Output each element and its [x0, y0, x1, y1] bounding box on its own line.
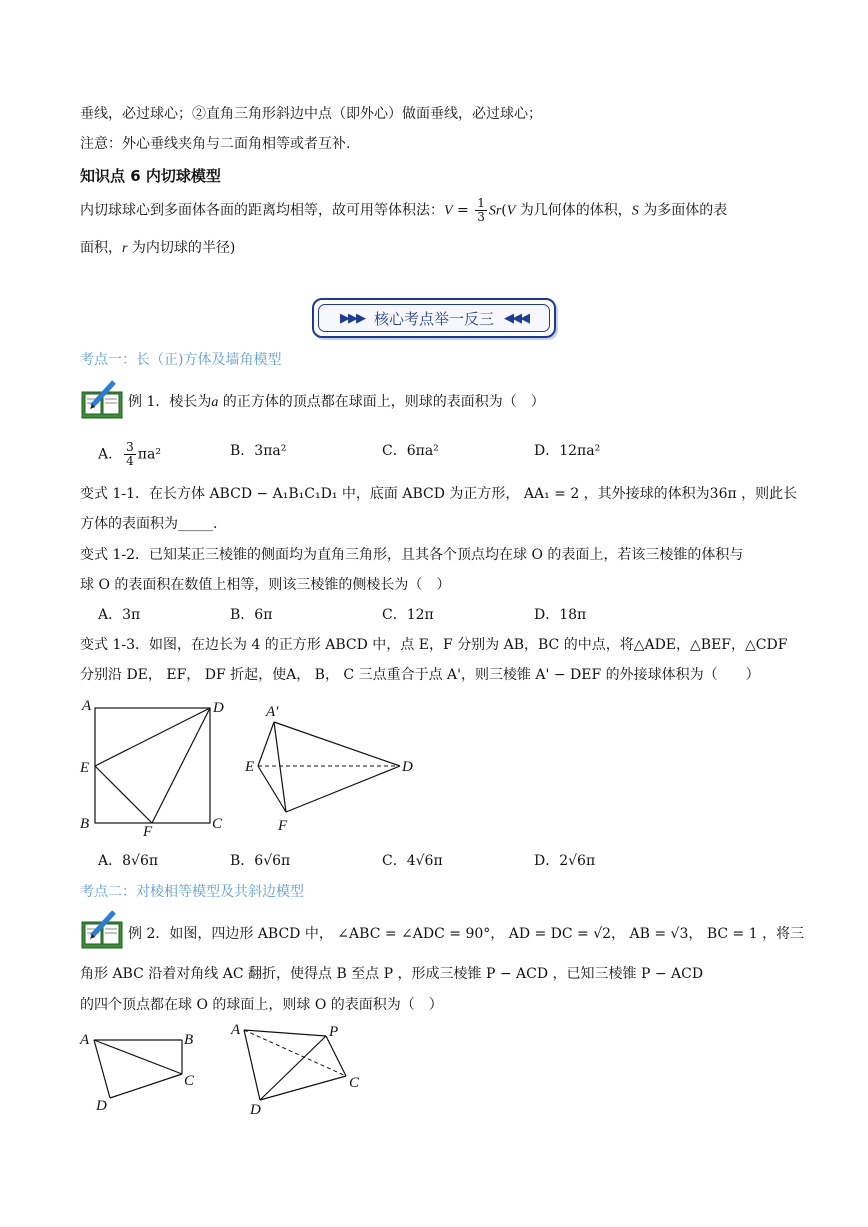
label-B: B	[184, 1032, 194, 1048]
option-label: A．	[98, 446, 123, 463]
math-var: r	[122, 241, 128, 256]
option-d: D．12πa²	[534, 443, 601, 459]
figure-tetrahedron	[230, 1020, 380, 1120]
fraction-numerator: 1	[477, 196, 485, 210]
label-D: D	[250, 1102, 261, 1118]
figure-pyramid	[244, 700, 424, 836]
label-A: A	[231, 1022, 241, 1038]
question-line: 的四个顶点都在球 O 的球面上，则球 O 的表面积为（ ）	[80, 997, 443, 1013]
question-line: 角形 ABC 沿着对角线 AC 翻折，使得点 B 至点 P ，形成三棱锥 P − ACD ，已知三棱锥 P − ACD	[80, 966, 704, 982]
question-line: 方体的表面积为_____.	[80, 516, 218, 532]
text-line	[80, 238, 235, 259]
fraction-numerator: 3	[126, 440, 134, 454]
fraction	[475, 197, 487, 224]
label-B: B	[80, 816, 90, 832]
kaodian-heading: 考点一：长（正)方体及墙角模型	[80, 352, 282, 368]
figure-square	[76, 696, 236, 842]
math-var: Sr	[488, 203, 502, 219]
edge-AD	[244, 1030, 260, 1100]
text-span: 面积，	[80, 240, 122, 256]
question-line: 变式 1-2．已知某正三棱锥的侧面均为直角三角形，且其各个顶点均在球 O 的表面上，若该三棱锥的体积与	[80, 547, 744, 563]
option-c: C．12π	[382, 607, 434, 623]
label-F: F	[278, 818, 288, 834]
section-banner	[312, 298, 556, 338]
fraction	[124, 441, 136, 468]
right-arrows-icon: ◀◀◀	[504, 310, 528, 326]
option-c: C．6πa²	[382, 443, 439, 459]
label-P: P	[329, 1024, 339, 1040]
edge-DA	[94, 1040, 110, 1098]
label-E: E	[245, 759, 255, 775]
math-var: V	[506, 203, 516, 219]
text-span: 例 1．棱长为	[128, 394, 212, 410]
option-d: D．2√6π	[534, 853, 596, 869]
option-a: A．3π	[98, 607, 141, 623]
book-pen-icon	[80, 380, 126, 420]
option-b: B．6π	[230, 607, 273, 623]
text-span: 为内切球的半径)	[127, 240, 236, 256]
text-span: 内切球球心到多面体各面的距离均相等，故可用等体积法：	[80, 202, 444, 219]
edge-FD	[286, 766, 400, 812]
edge-EF	[258, 766, 286, 812]
text-span: 为多面体的表	[638, 202, 728, 219]
edge-CD	[110, 1074, 182, 1098]
label-D: D	[402, 759, 413, 775]
text-line: 垂线，必过球心；②直角三角形斜边中点（即外心）做面垂线，必过球心；	[80, 106, 542, 122]
option-value: πa²	[137, 446, 161, 463]
option-b: B．3πa²	[230, 443, 287, 459]
segment-FD	[152, 708, 210, 823]
label-F: F	[143, 824, 153, 840]
segment-EF	[95, 766, 152, 823]
banner-label: 核心考点举一反三	[373, 309, 494, 328]
text-span: 为几何体的体积，	[515, 202, 632, 219]
label-D: D	[213, 700, 224, 716]
math-var: V	[444, 203, 453, 219]
label-C: C	[349, 1075, 360, 1091]
section-heading: 知识点 6 内切球模型	[80, 167, 221, 185]
label-D: D	[96, 1098, 107, 1114]
option-d: D．18π	[534, 607, 587, 623]
label-A: A	[82, 698, 92, 714]
text-line: 注意：外心垂线夹角与二面角相等或者互补.	[80, 136, 351, 152]
question-line: 变式 1-3．如图，在边长为 4 的正方形 ABCD 中，点 E，F 分别为 AB，BC 的中点，将△ADE，△BEF，△CDF	[80, 637, 788, 653]
book-pen-icon	[80, 910, 126, 950]
label-C: C	[184, 1073, 195, 1089]
label-A-prime: A′	[266, 704, 279, 720]
left-arrows-icon: ▶▶▶	[339, 310, 364, 326]
banner-inner	[318, 304, 550, 332]
diagonal-AC	[94, 1040, 182, 1074]
math-var: S	[631, 203, 639, 219]
option-c: C．4√6π	[382, 853, 443, 869]
edge-A1F	[274, 722, 286, 812]
square-outline	[95, 708, 210, 823]
question-line: 分别沿 DE， EF， DF 折起，使A， B， C 三点重合于点 A'，则三棱锥 A' − DEF 的外接球体积为（ ）	[80, 667, 760, 683]
question-line: 变式 1-1．在长方体 ABCD − A₁B₁C₁D₁ 中，底面 ABCD 为正方形， AA₁ = 2 ，其外接球的体积为36π ，则此长	[80, 486, 798, 502]
option-b: B．6√6π	[230, 853, 291, 869]
math-var: a	[211, 395, 219, 410]
edge-A1D	[274, 722, 400, 766]
fraction-denominator: 3	[477, 210, 485, 224]
math-op: =	[452, 202, 474, 219]
text-line	[80, 197, 727, 224]
segment-ED	[95, 708, 210, 766]
fraction-denominator: 4	[126, 454, 134, 468]
question-line: 球 O 的表面积在数值上相等，则该三棱锥的侧棱长为（ ）	[80, 577, 451, 593]
edge-PC	[326, 1036, 346, 1076]
kaodian-heading: 考点二：对棱相等模型及共斜边模型	[80, 884, 304, 900]
option-a	[98, 441, 161, 468]
text-span: (	[501, 202, 507, 219]
question-line: 例 2．如图，四边形 ABCD 中， ∠ABC = ∠ADC = 90°， AD = DC = √2， AB = √3， BC = 1 ，将三	[128, 926, 805, 942]
figure-quadrilateral	[76, 1026, 206, 1118]
question-line	[128, 392, 545, 413]
label-C: C	[212, 816, 223, 832]
edge-A1E	[258, 722, 274, 766]
text-span: 的正方体的顶点都在球面上，则球的表面积为（ ）	[218, 394, 545, 410]
option-a: A．8√6π	[98, 853, 159, 869]
edge-AP	[244, 1030, 326, 1036]
label-E: E	[80, 760, 90, 776]
label-A: A	[80, 1032, 90, 1048]
